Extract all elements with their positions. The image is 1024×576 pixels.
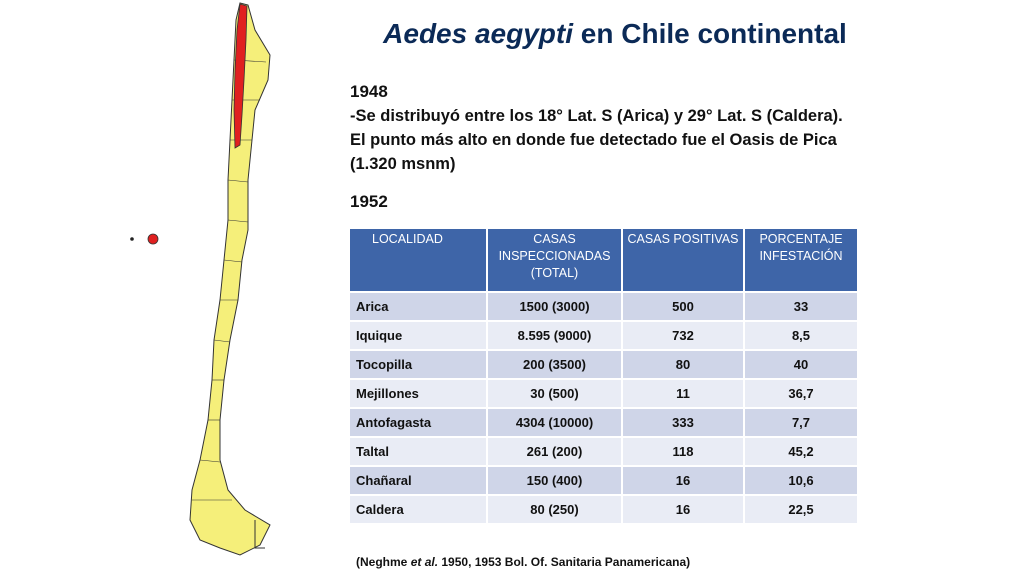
table-row bbox=[350, 293, 857, 320]
table-row bbox=[350, 467, 857, 494]
table-row bbox=[350, 496, 857, 523]
cell-localidad: Taltal bbox=[350, 438, 486, 465]
map-territory bbox=[190, 3, 270, 555]
cell-porcentaje: 10,6 bbox=[745, 467, 857, 494]
cell-porcentaje: 36,7 bbox=[745, 380, 857, 407]
cell-localidad: Mejillones bbox=[350, 380, 486, 407]
table-row bbox=[350, 322, 857, 349]
cell-positivas: 333 bbox=[623, 409, 743, 436]
table-row bbox=[350, 351, 857, 378]
table-row bbox=[350, 438, 857, 465]
year-1948: 1948 bbox=[350, 82, 388, 101]
cell-porcentaje: 33 bbox=[745, 293, 857, 320]
citation bbox=[356, 555, 690, 569]
cell-inspeccionadas: 1500 (3000) bbox=[488, 293, 621, 320]
header-casas-inspeccionadas: CASAS INSPECCIONADAS (TOTAL) bbox=[488, 229, 621, 291]
description-1948: -Se distribuyó entre los 18° Lat. S (Arica) y 29° Lat. S (Caldera). El punto más alto en donde fue detectado fue el Oasis de Pica (1.320 msnm) bbox=[350, 107, 843, 173]
table-row bbox=[350, 380, 857, 407]
citation-post: 1950, 1953 Bol. Of. Sanitaria Panamericana) bbox=[438, 555, 691, 569]
header-porcentaje: PORCENTAJE INFESTACIÓN bbox=[745, 229, 857, 291]
year-1952: 1952 bbox=[350, 192, 388, 211]
infestation-table bbox=[348, 227, 859, 525]
citation-pre: (Neghme bbox=[356, 555, 411, 569]
title-species: Aedes aegypti bbox=[383, 18, 574, 49]
cell-localidad: Tocopilla bbox=[350, 351, 486, 378]
cell-porcentaje: 8,5 bbox=[745, 322, 857, 349]
cell-inspeccionadas: 80 (250) bbox=[488, 496, 621, 523]
cell-porcentaje: 45,2 bbox=[745, 438, 857, 465]
cell-porcentaje: 22,5 bbox=[745, 496, 857, 523]
cell-positivas: 732 bbox=[623, 322, 743, 349]
page-title bbox=[330, 18, 900, 50]
header-casas-positivas: CASAS POSITIVAS bbox=[623, 229, 743, 291]
title-rest: en Chile continental bbox=[573, 18, 847, 49]
cell-inspeccionadas: 261 (200) bbox=[488, 438, 621, 465]
citation-etal: et al. bbox=[410, 555, 439, 569]
header-localidad: LOCALIDAD bbox=[350, 229, 486, 291]
cell-localidad: Caldera bbox=[350, 496, 486, 523]
cell-positivas: 11 bbox=[623, 380, 743, 407]
cell-localidad: Arica bbox=[350, 293, 486, 320]
cell-inspeccionadas: 200 (3500) bbox=[488, 351, 621, 378]
cell-inspeccionadas: 4304 (10000) bbox=[488, 409, 621, 436]
cell-positivas: 80 bbox=[623, 351, 743, 378]
chile-map bbox=[120, 0, 290, 576]
cell-localidad: Antofagasta bbox=[350, 409, 486, 436]
map-island-red bbox=[148, 234, 158, 244]
cell-porcentaje: 40 bbox=[745, 351, 857, 378]
map-island-small bbox=[130, 237, 134, 241]
cell-positivas: 500 bbox=[623, 293, 743, 320]
cell-inspeccionadas: 30 (500) bbox=[488, 380, 621, 407]
cell-positivas: 16 bbox=[623, 496, 743, 523]
cell-porcentaje: 7,7 bbox=[745, 409, 857, 436]
cell-localidad: Chañaral bbox=[350, 467, 486, 494]
cell-positivas: 118 bbox=[623, 438, 743, 465]
table-row bbox=[350, 409, 857, 436]
cell-inspeccionadas: 8.595 (9000) bbox=[488, 322, 621, 349]
cell-localidad: Iquique bbox=[350, 322, 486, 349]
table-header-row bbox=[350, 229, 857, 291]
cell-positivas: 16 bbox=[623, 467, 743, 494]
cell-inspeccionadas: 150 (400) bbox=[488, 467, 621, 494]
